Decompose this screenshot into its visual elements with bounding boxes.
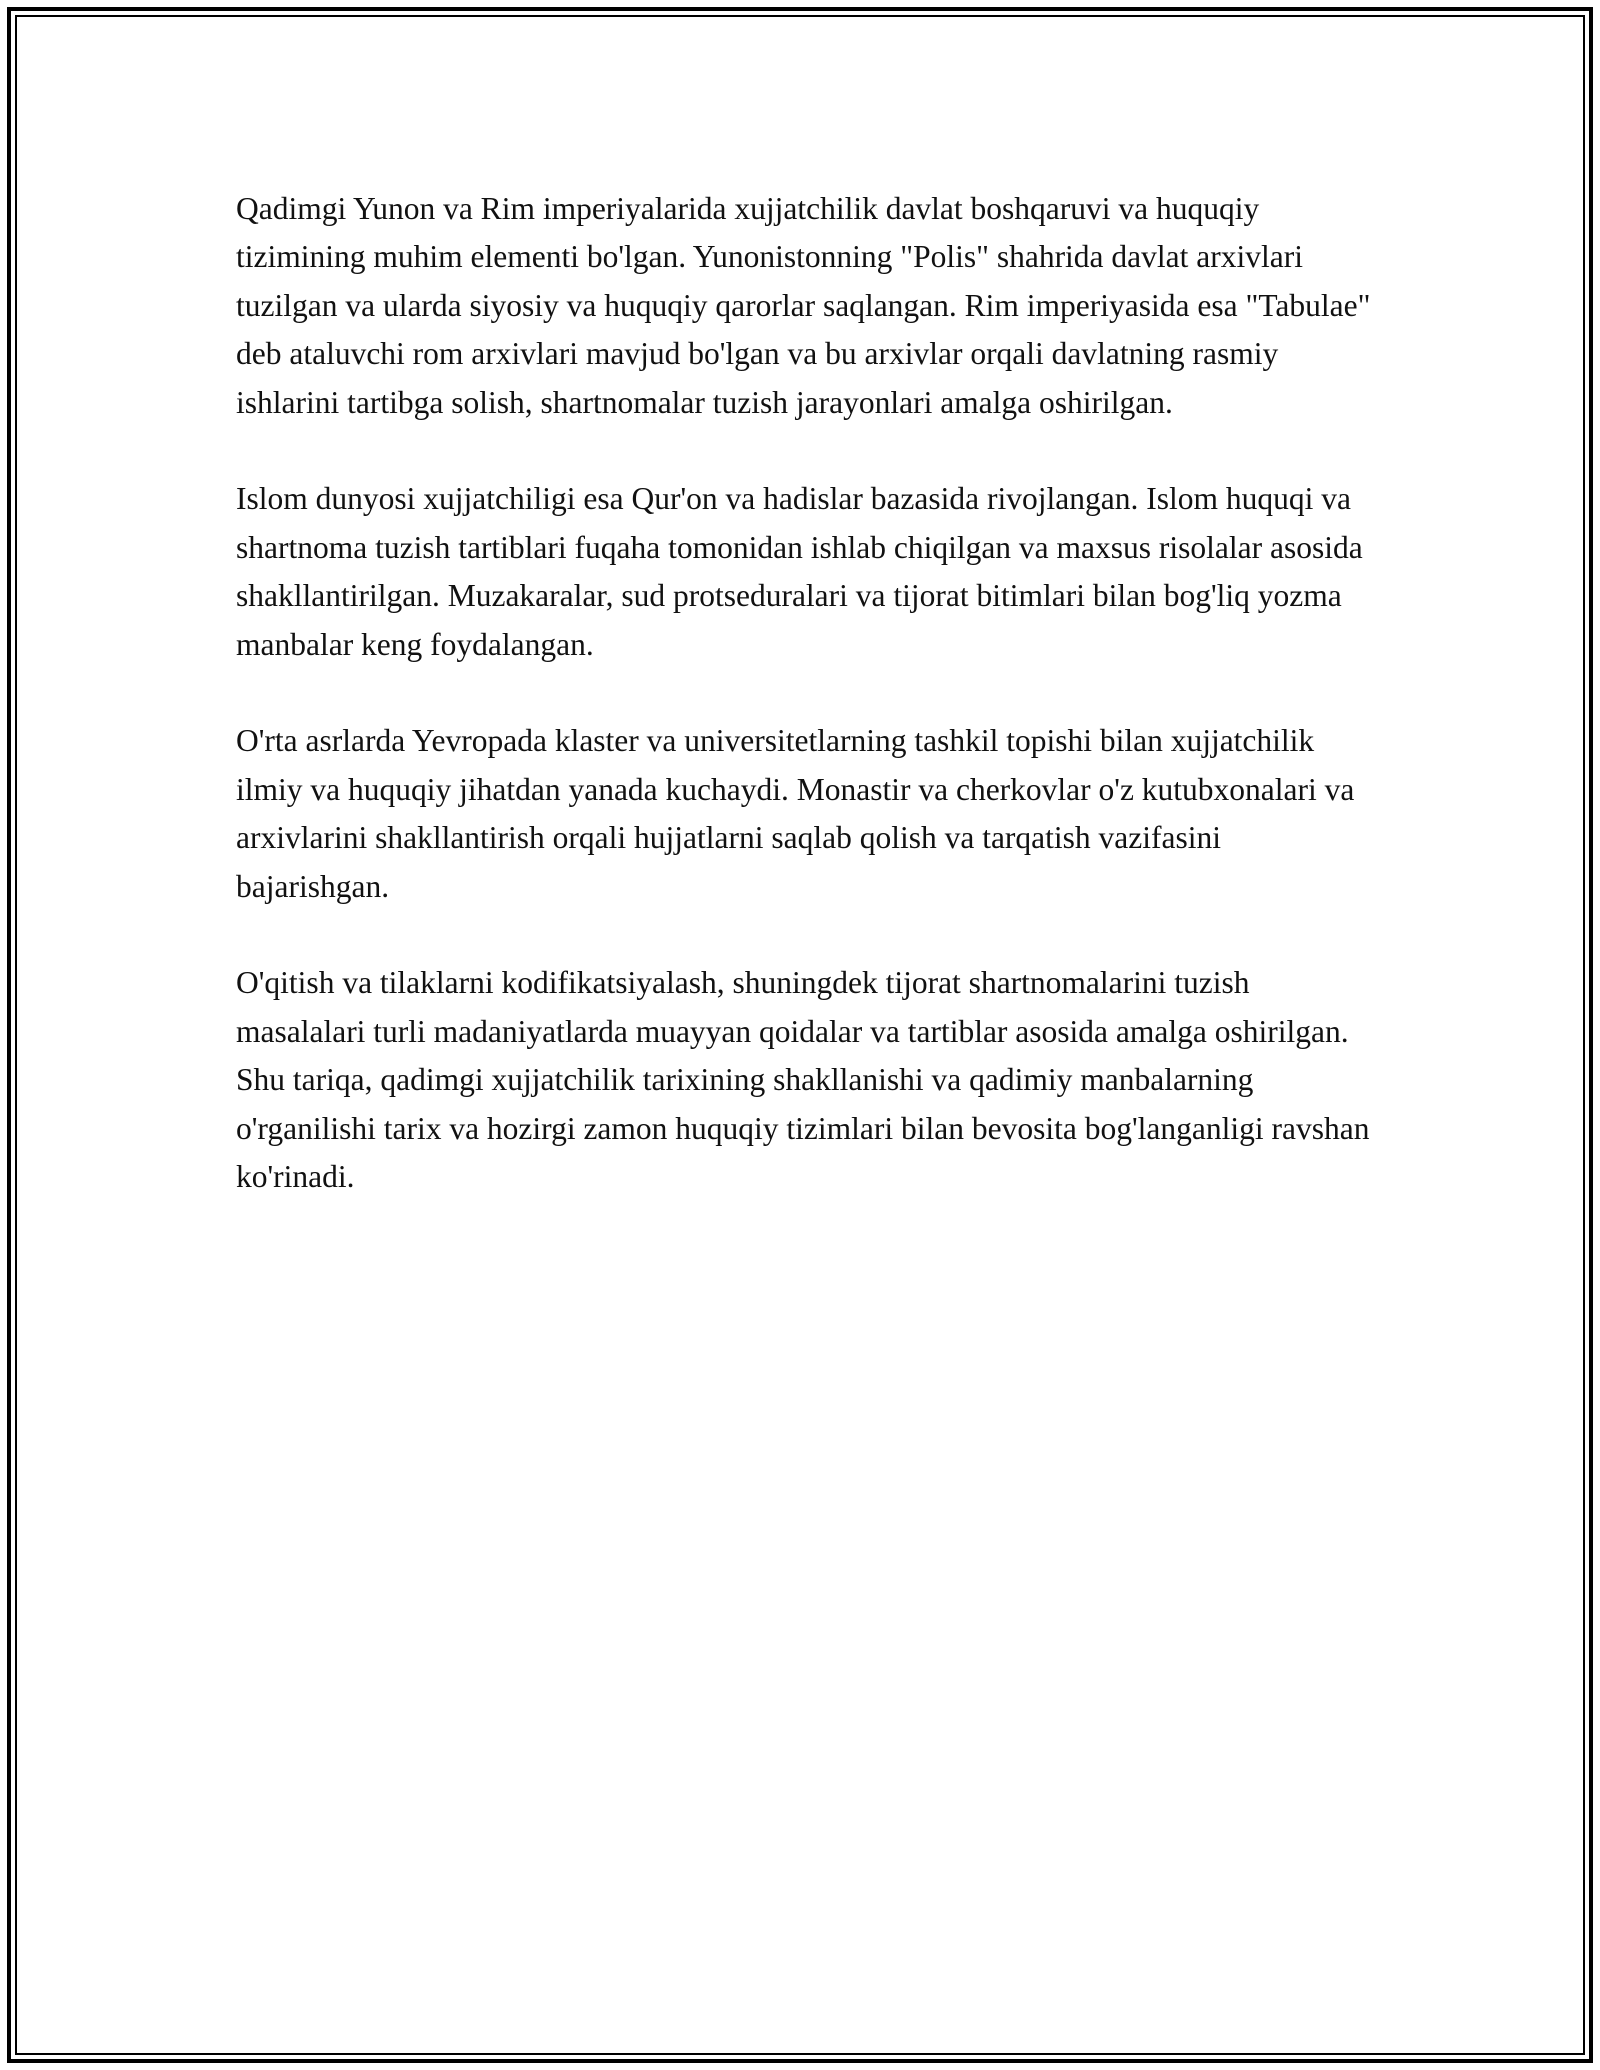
paragraph-3: O'rta asrlarda Yevropada klaster va universitetlarning tashkil topishi bilan xujjatchilik ilmiy va huquqiy jihatdan yanada kuchaydi. Monastir va cherkovlar o'z kutubxonalari va arxivlarini shakllantirish orqali hujjatlarni saqlab qolish va tarqatish vazifasini bajarishgan.: [236, 723, 1355, 904]
paragraph-2: Islom dunyosi xujjatchiligi esa Qur'on va hadislar bazasida rivojlangan. Islom huquqi va shartnoma tuzish tartiblari fuqaha tomonidan ishlab chiqilgan va maxsus risolalar asosida shakllantirilgan. Muzakaralar, sud protseduralari va tijorat bitimlari bilan bog'liq yozma manbalar keng foydalangan.: [236, 481, 1363, 662]
paragraph-1: Qadimgi Yunon va Rim imperiyalarida xujjatchilik davlat boshqaruvi va huquqiy tizimining muhim elementi bo'lgan. Yunonistonning "Polis" shahrida davlat arxivlari tuzilgan va ularda siyosiy va huquqiy qarorlar saqlangan. Rim imperiyasida esa "Tabulae" deb ataluvchi rom arxivlari mavjud bo'lgan va bu arxivlar orqali davlatning rasmiy ishlarini tartibga solish, shartnomalar tuzish jarayonlari amalga oshirilgan.: [236, 191, 1371, 420]
document-body: [236, 185, 1376, 1250]
paragraph-4: O'qitish va tilaklarni kodifikatsiyalash, shuningdek tijorat shartnomalarini tuzish masalalari turli madaniyatlarda muayyan qoidalar va tartiblar asosida amalga oshirilgan. Shu tariqa, qadimgi xujjatchilik tarixining shakllanishi va qadimiy manbalarning o'rganilishi tarix va hozirgi zamon huquqiy tizimlari bilan bevosita bog'langanligi ravshan ko'rinadi.: [236, 965, 1370, 1195]
